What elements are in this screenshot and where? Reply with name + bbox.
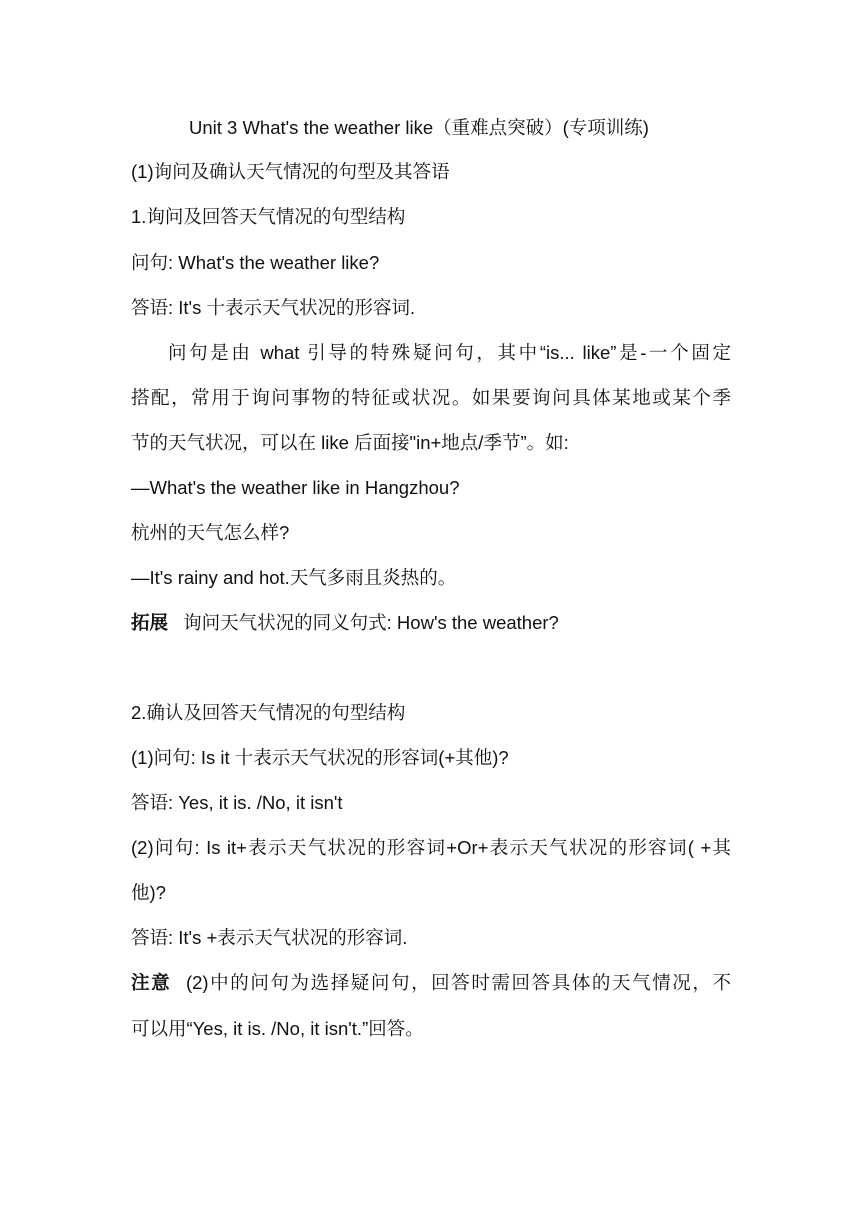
question-line: 问句: What's the weather like?: [131, 252, 380, 273]
answer-1: 答语: Yes, it is. /No, it isn't: [131, 792, 343, 813]
note-line-1: [131, 971, 731, 995]
subsection-heading-1: 1.询问及回答天气情况的句型结构: [131, 206, 406, 227]
explanation-line-3: 节的天气状况，可以在 like 后面接"in+地点/季节”。如:: [131, 432, 569, 453]
extension-label: 拓展: [131, 612, 169, 633]
extension-text: 询问天气状况的同义句式: How's the weather?: [183, 612, 559, 633]
subsection-heading-2: 2.确认及回答天气情况的句型结构: [131, 702, 406, 723]
note-label: 注意: [131, 972, 172, 993]
example-answer: —It's rainy and hot.天气多雨且炎热的。: [131, 567, 457, 588]
section-heading: (1)询问及确认天气情况的句型及其答语: [131, 161, 450, 182]
question-1: (1)问句: Is it 十表示天气状况的形容词(+其他)?: [131, 747, 509, 768]
explanation-line-1: 问句是由 what 引导的特殊疑问句，其中“is... like”是-一个固定: [168, 342, 731, 363]
answer-2: 答语: It's +表示天气状况的形容词.: [131, 927, 408, 948]
question-2-line-2: 他)?: [131, 882, 166, 903]
note-line-2: 可以用“Yes, it is. /No, it isn't.”回答。: [131, 1018, 424, 1039]
example-question-translation: 杭州的天气怎么样?: [131, 522, 290, 543]
example-question: —What's the weather like in Hangzhou?: [131, 477, 460, 498]
explanation-line-2: 搭配，常用于询问事物的特征或状况。如果要询问具体某地或某个季: [131, 387, 731, 408]
answer-line: 答语: It's 十表示天气状况的形容词.: [131, 297, 416, 318]
extension-note: [131, 611, 559, 635]
page-title: Unit 3 What's the weather like（重难点突破）(专项训练): [189, 117, 649, 138]
note-text: (2)中的问句为选择疑问句，回答时需回答具体的天气情况，不: [185, 972, 731, 993]
question-2-line-1: (2)问句: Is it+表示天气状况的形容词+Or+表示天气状况的形容词( +其: [131, 837, 731, 858]
